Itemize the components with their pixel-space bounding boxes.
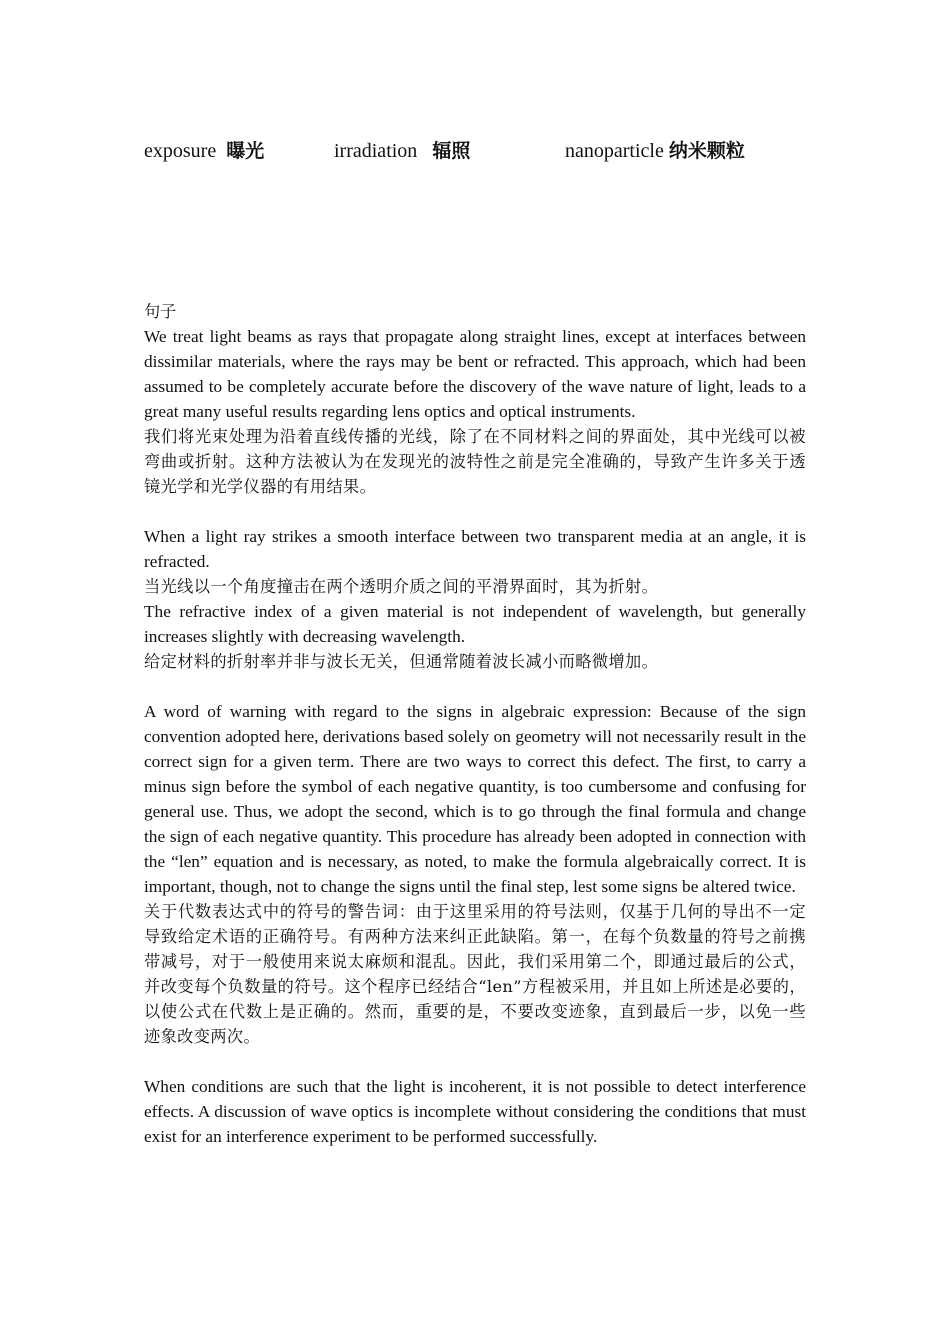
paragraph-gap <box>144 1049 806 1074</box>
vocab-english: nanoparticle <box>565 140 664 162</box>
sentence-chinese: 给定材料的折射率并非与波长无关，但通常随着波长减小而略微增加。 <box>144 652 659 671</box>
sentence-english: The refractive index of a given material is not independent of wavelength, but generally increases slightly with decreasing wavelength. <box>144 602 806 646</box>
sentence-english: A word of warning with regard to the signs in algebraic expression: Because of the sign convention adopted here, derivations based solely on geometry will not necessarily result in the correct sign for a given term. There are two ways to correct this defect. The first, to carry a minus sign before the symbol of each negative quantity, is too cumbersome and confusing for general use. Thus, we adopt the second, which is to go through the final formula and change the sign of each negative quantity. This procedure has already been adopted in connection with the “len” equation and is necessary, as noted, to make the formula algebraically correct. It is important, though, not to change the signs until the final step, lest some signs be altered twice. <box>144 702 806 896</box>
vocab-english: exposure <box>144 140 217 162</box>
sentence-english: When conditions are such that the light is incoherent, it is not possible to detect interference effects. A discussion of wave optics is incomplete without considering the conditions that must exist for an interference experiment to be performed successfully. <box>144 1077 806 1146</box>
sentences-section <box>144 299 806 1149</box>
vocab-chinese: 曝光 <box>226 140 265 162</box>
vocabulary-line <box>144 136 844 166</box>
vocab-chinese: 辐照 <box>432 140 471 162</box>
sentence-chinese: 关于代数表达式中的符号的警告词：由于这里采用的符号法则，仅基于几何的导出不一定导致给定术语的正确符号。有两种方法来纠正此缺陷。第一，在每个负数量的符号之前携带减号，对于一般使用来说太麻烦和混乱。因此，我们采用第二个，即通过最后的公式，并改变每个负数量的符号。这个程序已经结合“len”方程被采用，并且如上所述是必要的，以使公式在代数上是正确的。然而，重要的是，不要改变迹象，直到最后一步，以免一些迹象改变两次。 <box>144 902 806 1046</box>
paragraph-gap <box>144 674 806 699</box>
vocab-term <box>144 136 264 166</box>
sentence-chinese: 我们将光束处理为沿着直线传播的光线，除了在不同材料之间的界面处，其中光线可以被弯曲或折射。这种方法被认为在发现光的波特性之前是完全准确的，导致产生许多关于透镜光学和光学仪器的有用结果。 <box>144 427 806 496</box>
paragraph-gap <box>144 499 806 524</box>
vocab-term <box>334 136 470 166</box>
sentence-chinese: 当光线以一个角度撞击在两个透明介质之间的平滑界面时，其为折射。 <box>144 577 659 596</box>
sentence-english: When a light ray strikes a smooth interface between two transparent media at an angle, it is refracted. <box>144 527 806 571</box>
vocab-english: irradiation <box>334 140 418 162</box>
vocab-chinese: 纳米颗粒 <box>668 140 745 162</box>
vocab-term <box>565 136 745 166</box>
section-heading: 句子 <box>144 302 177 321</box>
sentence-english: We treat light beams as rays that propagate along straight lines, except at interfaces between dissimilar materials, where the rays may be bent or refracted. This approach, which had been assumed to be completely accurate before the discovery of the wave nature of light, leads to a great many useful results regarding lens optics and optical instruments. <box>144 327 806 421</box>
